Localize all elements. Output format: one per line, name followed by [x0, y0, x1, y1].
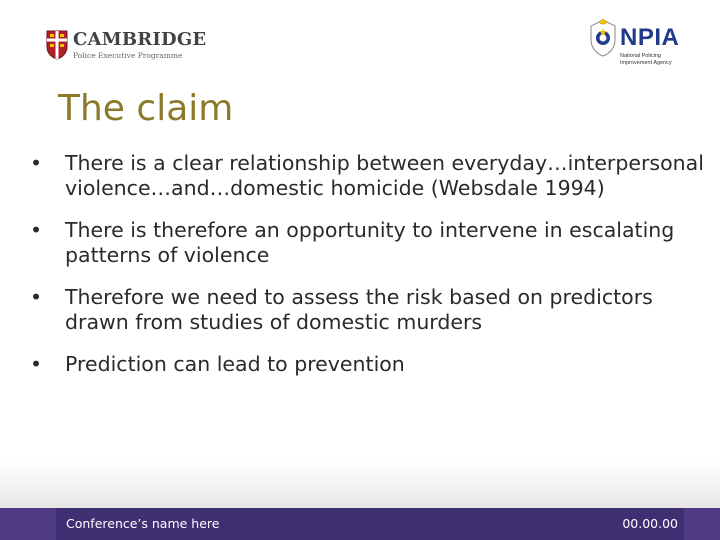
bullet-text: Therefore we need to assess the risk based on predictors drawn from studies of domestic murders: [65, 285, 653, 334]
bullet-dot: •: [30, 285, 43, 309]
slide-title: The claim: [58, 88, 234, 129]
npia-logo: [588, 18, 688, 68]
bullet-dot: •: [30, 218, 43, 242]
header-logos: [0, 0, 720, 80]
cambridge-shield-icon: [46, 30, 68, 60]
bullet-text: Prediction can lead to prevention: [65, 352, 405, 376]
footer-bar: [0, 508, 720, 540]
bullet-item: [30, 218, 710, 268]
bullet-dot: •: [30, 352, 43, 376]
bullet-item: [30, 151, 710, 201]
bullet-item: [30, 352, 710, 377]
npia-logo-subtitle: National Policing Improvement Agency: [620, 53, 672, 66]
conference-name: Conference’s name here: [66, 516, 220, 531]
bullet-dot: •: [30, 151, 43, 175]
bullet-text: There is therefore an opportunity to intervene in escalating patterns of violence: [65, 218, 675, 267]
cambridge-logo-text: CAMBRIDGE: [73, 29, 207, 50]
bottom-shade: [0, 462, 720, 508]
footer-date: 00.00.00: [622, 516, 678, 531]
cambridge-logo: [46, 30, 206, 66]
npia-logo-text: NPIA: [620, 24, 680, 51]
bullet-list: [30, 151, 710, 394]
npia-crest-icon: [588, 18, 618, 58]
bullet-text: There is a clear relationship between everyday…interpersonal violence…and…domestic homicide (Websdale 1994): [65, 151, 704, 200]
bullet-item: [30, 285, 710, 335]
footer-inner: [56, 508, 684, 540]
cambridge-logo-subtitle: Police Executive Programme: [73, 51, 183, 60]
